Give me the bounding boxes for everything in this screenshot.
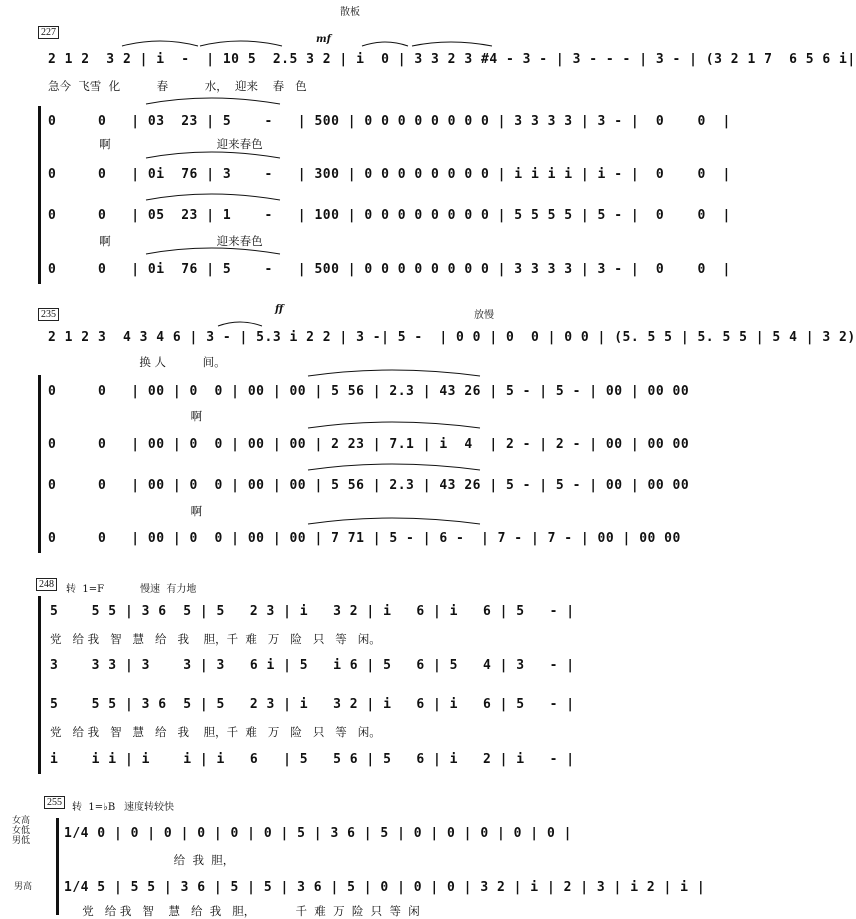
- measure-number: 227: [38, 26, 59, 39]
- chorus-lyric: 给 我 胆，: [64, 853, 235, 867]
- melody-staff: 2 1 2 3 4 3 4 6 | 3 - | 5.3 i 2 2 | 3 -| 5 - | 0 0 | 0 0 | 0 0 | (5. 5 5 | 5. 5 5 | 5 4 | 3 2): [48, 330, 856, 345]
- chorus-staff: 5 5 5 | 3 6 5 | 5 2 3 | i 3 2 | i 6 | i 6 | 5 - |: [50, 697, 575, 712]
- chorus-staff: 0 0 | 00 | 0 0 | 00 | 00 | 5 56 | 2.3 | 43 26 | 5 - | 5 - | 00 | 00 00: [48, 384, 690, 399]
- chorus-staff: 0 0 | 00 | 0 0 | 00 | 00 | 2 23 | 7.1 | i 4 | 2 - | 2 - | 00 | 00 00: [48, 437, 690, 452]
- tenor-staff: 1/4 5 | 5 5 | 3 6 | 5 | 5 | 3 6 | 5 | 0 | 0 | 0 | 3 2 | i | 2 | 3 | i 2 | i |: [64, 880, 706, 895]
- voice-label: 男高: [14, 882, 33, 892]
- melody-staff: 5 5 5 | 3 6 5 | 5 2 3 | i 3 2 | i 6 | i 6 | 5 - |: [50, 604, 575, 619]
- key-signature: 转 1=F: [66, 584, 105, 595]
- chorus-staff: 0 0 | 00 | 0 0 | 00 | 00 | 5 56 | 2.3 | 43 26 | 5 - | 5 - | 00 | 00 00: [48, 478, 690, 493]
- dynamic-mark: mf: [316, 34, 331, 45]
- chorus-staff: 1/4 0 | 0 | 0 | 0 | 0 | 0 | 5 | 3 6 | 5 | 0 | 0 | 0 | 0 | 0 |: [64, 826, 572, 841]
- measure-number: 248: [36, 578, 57, 591]
- chorus-lyric: 啊 迎来春色: [48, 234, 263, 248]
- tempo-mark: 慢速 有力地: [140, 584, 197, 595]
- key-signature: 转 1=♭B: [72, 802, 116, 813]
- melody-lyric: 换 人 间。: [48, 355, 226, 369]
- chorus-staff: 3 3 3 | 3 3 | 3 6 i | 5 i 6 | 5 6 | 5 4 | 3 - |: [50, 658, 575, 673]
- melody-staff: 2 1 2 3 2 | i - | 10 5 2.5 3 2 | i 0 | 3 3 2 3 #4 - 3 - | 3 - - - | 3 - | (3 2 1 7 6 5 6 i|: [48, 52, 856, 67]
- chorus-staff: 0 0 | 05 23 | 1 - | 100 | 0 0 0 0 0 0 0 0 | 5 5 5 5 | 5 - | 0 0 |: [48, 208, 731, 223]
- tempo-mark: 速度转较快: [124, 802, 174, 813]
- tenor-lyric: 党 给 我 智 慧 给 我 胆， 千 难 万 险 只 等 闲: [64, 904, 420, 918]
- chorus-staff: 0 0 | 0i 76 | 5 - | 500 | 0 0 0 0 0 0 0 0 | 3 3 3 3 | 3 - | 0 0 |: [48, 262, 731, 277]
- chorus-staff: i i i | i i | i 6 | 5 5 6 | 5 6 | i 2 | i - |: [50, 752, 575, 767]
- chorus-lyric: 啊: [48, 504, 203, 518]
- measure-number: 235: [38, 308, 59, 321]
- measure-number: 255: [44, 796, 65, 809]
- dynamic-mark: ff: [275, 304, 284, 315]
- voice-label: 女高 女低 男低: [12, 816, 31, 846]
- melody-lyric: 党 给 我 智 慧 给 我 胆，千 难 万 险 只 等 闲。: [50, 632, 381, 646]
- chorus-staff: 0 0 | 03 23 | 5 - | 500 | 0 0 0 0 0 0 0 0 | 3 3 3 3 | 3 - | 0 0 |: [48, 114, 731, 129]
- chorus-lyric: 党 给 我 智 慧 给 我 胆，千 难 万 险 只 等 闲。: [50, 725, 381, 739]
- tempo-mark: 放慢: [474, 310, 494, 321]
- chorus-staff: 0 0 | 00 | 0 0 | 00 | 00 | 7 71 | 5 - | 6 - | 7 - | 7 - | 00 | 00 00: [48, 531, 681, 546]
- chorus-lyric: 啊: [48, 409, 203, 423]
- melody-lyric: 急今 飞雪 化 春 水， 迎来 春 色: [48, 79, 307, 93]
- chorus-lyric: 啊 迎来春色: [48, 137, 263, 151]
- tempo-mark: 散板: [340, 7, 360, 18]
- chorus-staff: 0 0 | 0i 76 | 3 - | 300 | 0 0 0 0 0 0 0 0 | i i i i | i - | 0 0 |: [48, 167, 731, 182]
